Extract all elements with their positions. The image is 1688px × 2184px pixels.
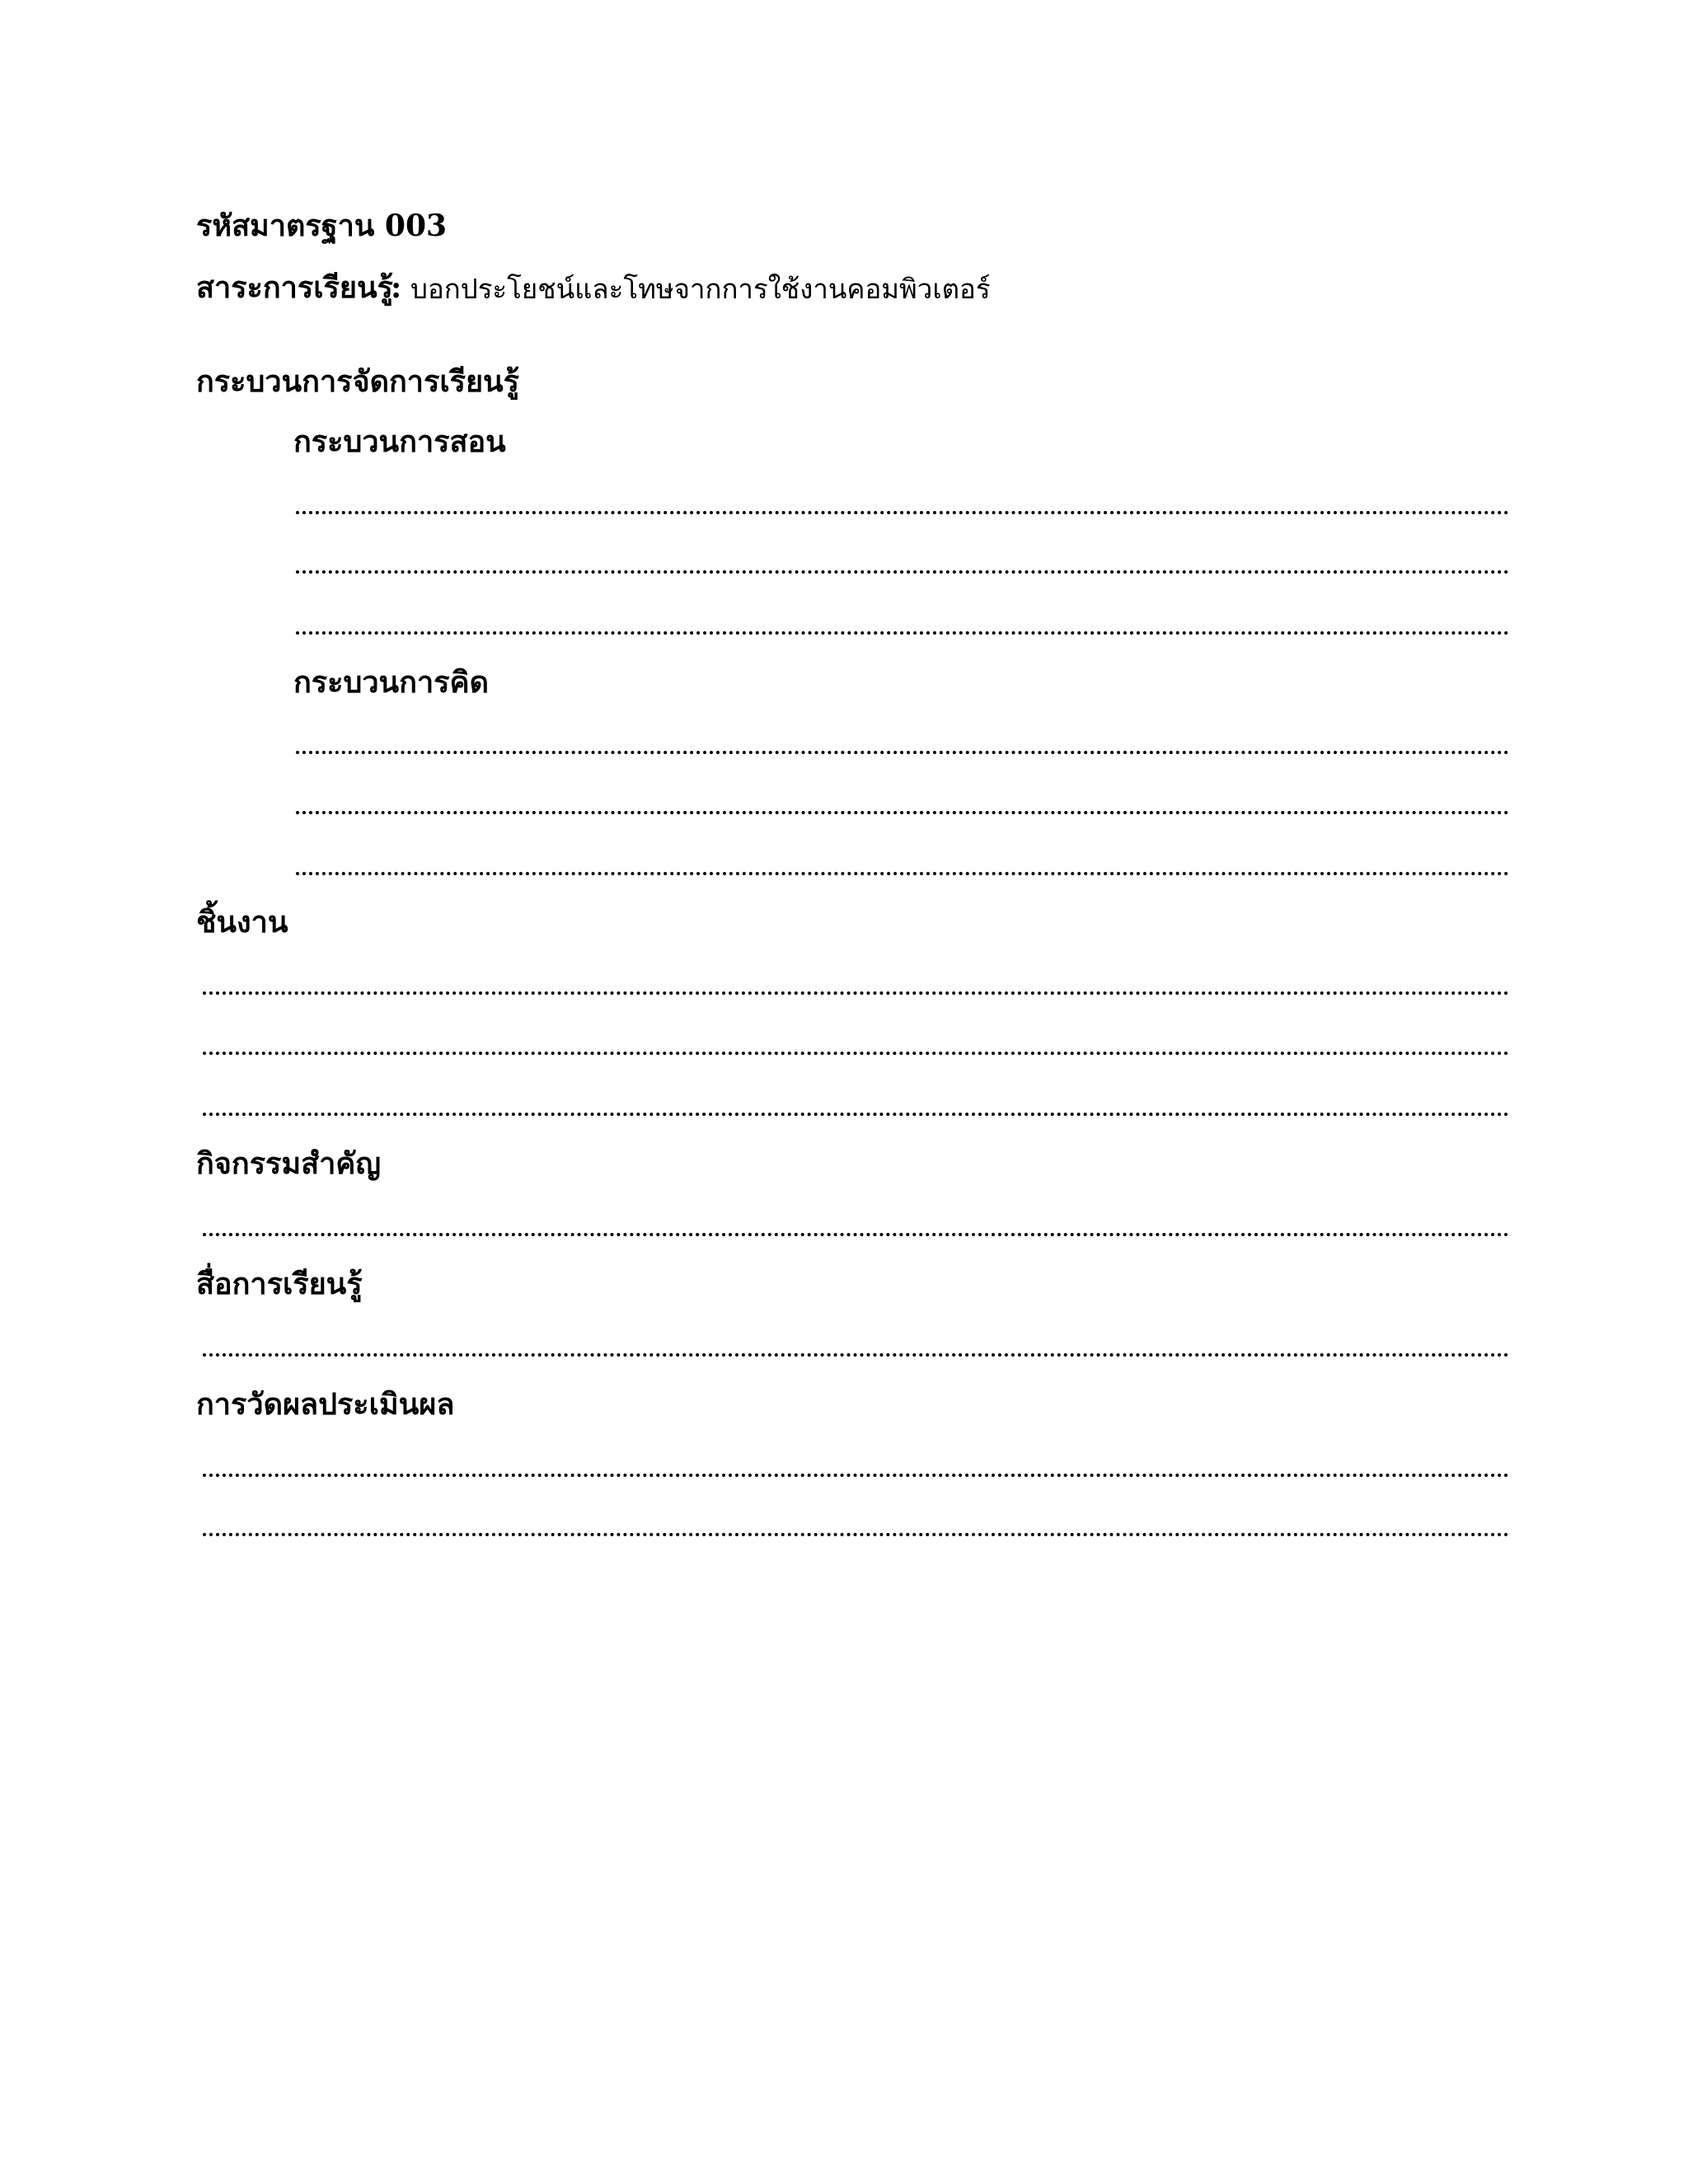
assessment-heading: การวัดผลประเมินผล [196,1387,455,1422]
standard-code: รหัสมาตรฐาน 003 [196,209,448,243]
teaching-process-fill-line-3 [296,631,1509,635]
thinking-process-heading: กระบวนการคิด [293,665,489,700]
assessment-fill-line-2 [203,1533,1509,1536]
learning-process-heading: กระบวนการจัดการเรียนรู้ [196,364,519,399]
learning-content-value: บอกประโยชน์และโทษจากการใช้งานคอมพิวเตอร์ [410,273,991,305]
teaching-process-heading: กระบวนการสอน [293,424,506,459]
thinking-process-fill-line-3 [296,872,1509,875]
key-activities-heading: กิจกรรมสำคัญ [196,1146,382,1181]
learning-media-fill-line-1 [203,1353,1509,1357]
learning-content-separator: : [391,270,402,305]
teaching-process-fill-line-1 [296,511,1509,514]
learning-media-heading: สื่อการเรียนรู้ [196,1267,363,1301]
assessment-fill-line-1 [203,1474,1509,1477]
work-piece-fill-line-3 [203,1113,1509,1116]
work-piece-fill-line-1 [203,991,1509,995]
thinking-process-fill-line-2 [296,811,1509,814]
teaching-process-fill-line-2 [296,570,1509,574]
key-activities-fill-line-1 [203,1233,1509,1236]
thinking-process-fill-line-1 [296,751,1509,754]
work-piece-heading: ชิ้นงาน [196,905,288,940]
learning-content-label: สาระการเรียนรู้ [196,270,393,305]
work-piece-fill-line-2 [203,1052,1509,1055]
